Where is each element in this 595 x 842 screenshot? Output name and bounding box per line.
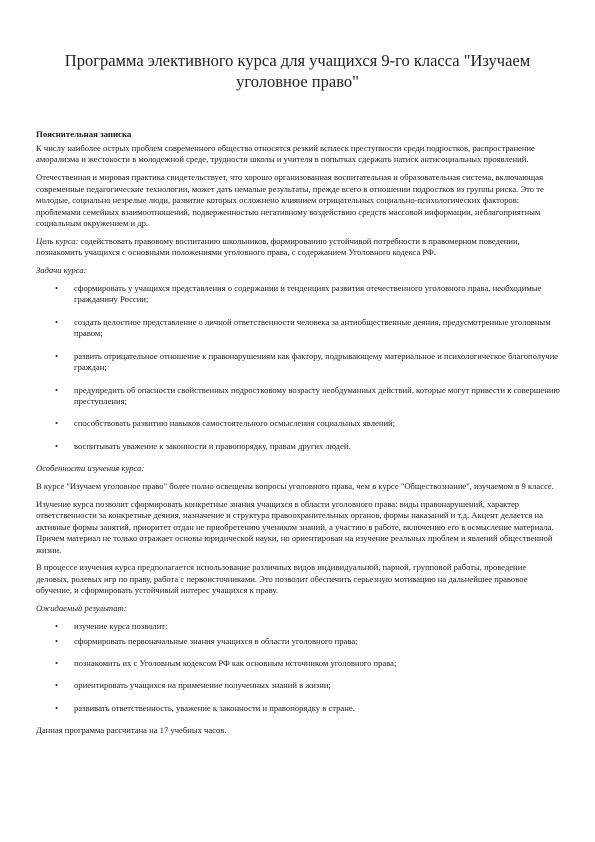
intro-paragraph-2: Отечественная и мировая практика свидетельствует, что хорошо организованная воспитательная и образовательная система, включающая современные педагогические технологии, может дать немалые результаты, прежде всего в отношении подростков из группы риска. Это те молодые, социально незрелые люди, развитие которых осложнено влиянием отрицательных социально-психологических факторов: проблемами семейных взаимоотношений, подверженностью негативному воздействию средств массовой информации, неблагоприятным социальным окружением и др. bbox=[36, 172, 544, 228]
results-heading: Ожидаемый результат: bbox=[36, 603, 127, 614]
tasks-list bbox=[36, 283, 560, 452]
features-heading: Особенности изучения курса: bbox=[36, 463, 145, 474]
list-item: • предупредить об опасности свойственных подростковому возрасту необдуманных действий, которые могут привести к совершению преступления; bbox=[36, 385, 560, 408]
list-item: • способствовать развитию навыков самостоятельного осмысления социальных явлений; bbox=[36, 418, 560, 429]
list-item: • сформировать у учащихся представления о содержании и тенденциях развития отечественного уголовного права, необходимые гражданину России; bbox=[36, 283, 560, 306]
list-item: • развивать ответственность, уважение к законности и правопорядку в стране. bbox=[36, 703, 560, 714]
results-list bbox=[36, 621, 560, 714]
goal-paragraph bbox=[36, 236, 560, 259]
features-paragraph-1: В курсе "Изучаем уголовное право" более полно освещены вопросы уголовного права, чем в курсе "Обществознание", изучаемом в 9 классе. bbox=[36, 481, 554, 492]
list-item: • создать целостное представление о личной ответственности человека за антиобщественные деяния, предусмотренные уголовным правом; bbox=[36, 317, 560, 340]
list-item: • развить отрицательное отношение к правонарушениям как фактору, подрывающему материальное и психологическое благополучие граждан; bbox=[36, 351, 560, 374]
goal-label: Цель курса: bbox=[36, 235, 79, 246]
features-paragraph-3: В процессе изучения курса предполагается использование различных видов индивидуальной, парной, групповой работы, проведение деловых, ролевых игр по праву, работа с первоисточниками. Это позволит обеспечить серьезную мотивацию на дальнейшее правовое обучение, и сформировать устойчивый интерес учащихся к праву. bbox=[36, 562, 528, 596]
features-paragraph-2: Изучение курса позволит сформировать конкретные знания учащихся в области уголовного права: виды правонарушений, характер ответственности за конкретные деяния, назначение и структура правоохранительных органов, формы наказаний и т.д. Акцент делается на активные формы занятий, приоритет отдан не приобретению учеником знаний, а участию в работе, включению его в осмысление материала. Причем материал не только отражает основы юридической науки, но ориентирован на изучение реальных проблем и явлений общественной жизни. bbox=[36, 498, 554, 555]
list-item: • сформировать первоначальные знания учащихся в области уголовного права; bbox=[36, 636, 560, 647]
tasks-heading: Задачи курса: bbox=[36, 265, 87, 276]
list-item: • познакомить их с Уголовным кодексом РФ как основным источником уголовного права; bbox=[36, 658, 560, 669]
document-title: Программа элективного курса для учащихся 9-го класса "Изучаем уголовное право" bbox=[64, 51, 531, 91]
intro-paragraph-1: К числу наиболее острых проблем современного общества относятся резкий всплеск преступности среди подростков, распространение аморализма и жестокости в молодежной среде, трудности школы и учителя в попытках сдержать натиск антисоциальных проявлений. bbox=[36, 143, 535, 165]
list-item: • воспитывать уважение к законности и правопорядку, правам других людей. bbox=[36, 441, 560, 452]
closing-paragraph: Данная программа рассчитана на 17 учебных часов. bbox=[36, 725, 227, 736]
list-item: • изучение курса позволит: bbox=[36, 621, 560, 632]
document-body bbox=[36, 143, 560, 743]
section-heading: Пояснительная записка bbox=[36, 129, 132, 139]
list-item: • ориентировать учащихся на применение полученных знаний в жизни; bbox=[36, 680, 560, 691]
goal-text: содействовать правовому воспитанию школьников, формированию устойчивой потребности в правомерном поведении, познакомить учащихся с основными положениями уголовного права, с содержанием Уголовного кодекса РФ. bbox=[36, 235, 520, 258]
